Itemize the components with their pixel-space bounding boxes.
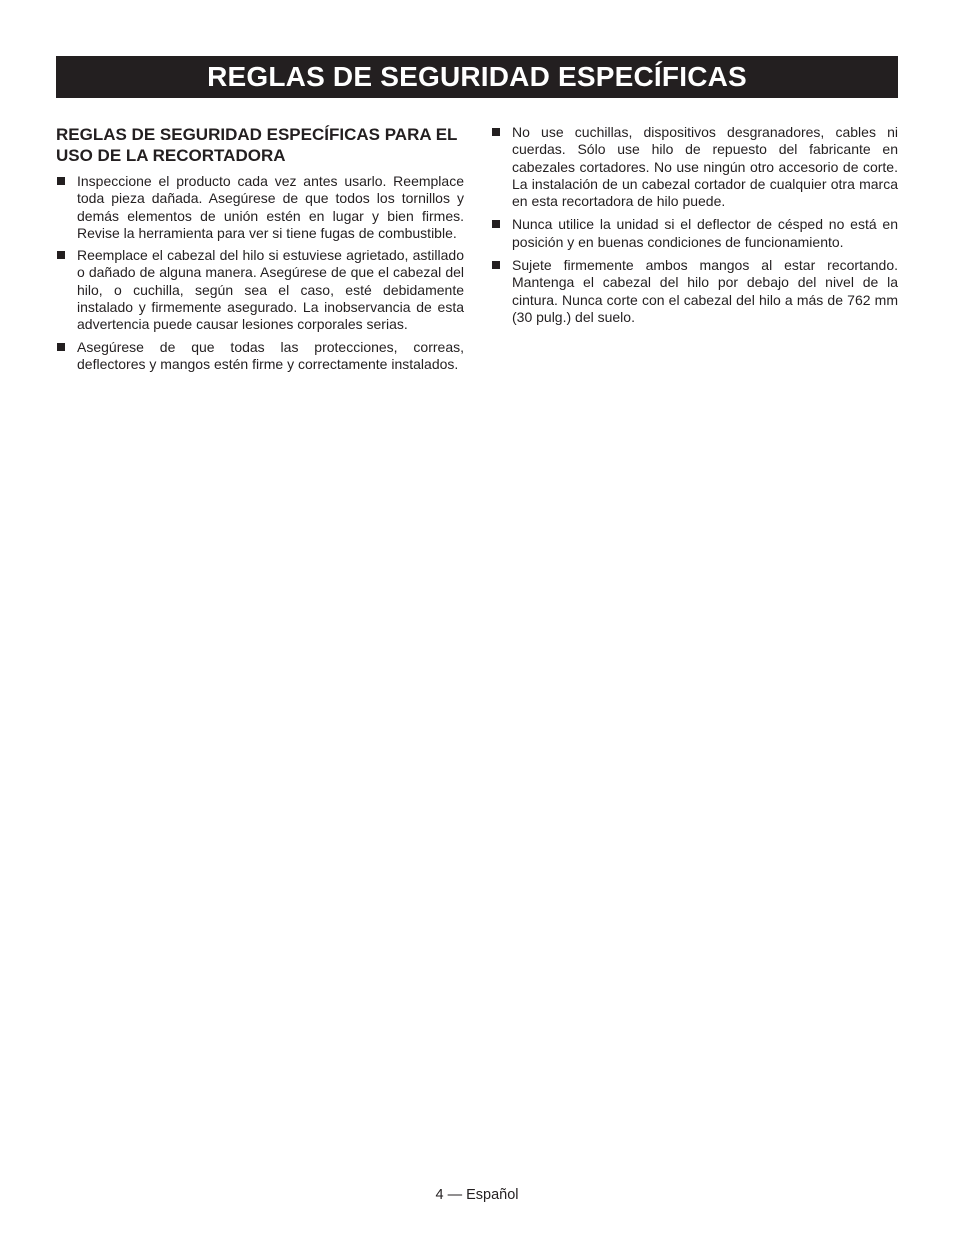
list-item xyxy=(56,339,464,374)
list-item xyxy=(491,257,898,326)
square-bullet-icon xyxy=(57,343,65,351)
left-bullet-list xyxy=(56,173,464,373)
square-bullet-icon xyxy=(57,251,65,259)
list-item-text: No use cuchillas, dispositivos desgranadores, cables ni cuerdas. Sólo use hilo de repuesto del fabricante en cabezales cortadores. No use ningún otro accesorio de corte. La instalación de un cabezal cortador de cualquier otra marca en esta recortadora de hilo puede. xyxy=(512,124,898,210)
section-heading: REGLAS DE SEGURIDAD ESPECÍFICAS PARA EL USO DE LA RECORTADORA xyxy=(56,125,458,165)
list-item-text: Nunca utilice la unidad si el deflector de césped no está en posición y en buenas condiciones de funcionamiento. xyxy=(512,216,898,250)
square-bullet-icon xyxy=(492,220,500,228)
list-item xyxy=(56,247,464,333)
page-number-label: 4 — Español xyxy=(435,1187,519,1203)
list-item xyxy=(491,124,898,210)
list-item-text: Sujete firmemente ambos mangos al estar recortando. Mantenga el cabezal del hilo por debajo del nivel de la cintura. Nunca corte con el cabezal del hilo a más de 762 mm (30 pulg.) del suelo. xyxy=(512,257,898,325)
left-column xyxy=(56,124,464,378)
title-bar xyxy=(56,56,898,98)
list-item-text: Reemplace el cabezal del hilo si estuviese agrietado, astillado o dañado de alguna manera. Asegúrese de que el cabezal del hilo, o cuchilla, según sea el caso, esté debidamente instalado y firmemente asegurado. La inobservancia de esta advertencia puede causar lesiones corporales serias. xyxy=(77,247,464,333)
square-bullet-icon xyxy=(492,128,500,136)
list-item-text: Inspeccione el producto cada vez antes usarlo. Reemplace toda pieza dañada. Asegúrese de que todos los tornillos y demás elementos de unión estén en lugar y bien firmes. Revise la herramienta para ver si tiene fugas de combustible. xyxy=(77,173,464,241)
list-item xyxy=(56,173,464,242)
page-footer xyxy=(0,1186,954,1204)
list-item-text: Asegúrese de que todas las protecciones, correas, deflectores y mangos estén firme y correctamente instalados. xyxy=(77,338,464,372)
right-bullet-list xyxy=(491,124,898,326)
square-bullet-icon xyxy=(57,177,65,185)
list-item xyxy=(491,216,898,251)
square-bullet-icon xyxy=(492,261,500,269)
right-column xyxy=(491,124,898,332)
page-title: REGLAS DE SEGURIDAD ESPECÍFICAS xyxy=(207,61,747,92)
